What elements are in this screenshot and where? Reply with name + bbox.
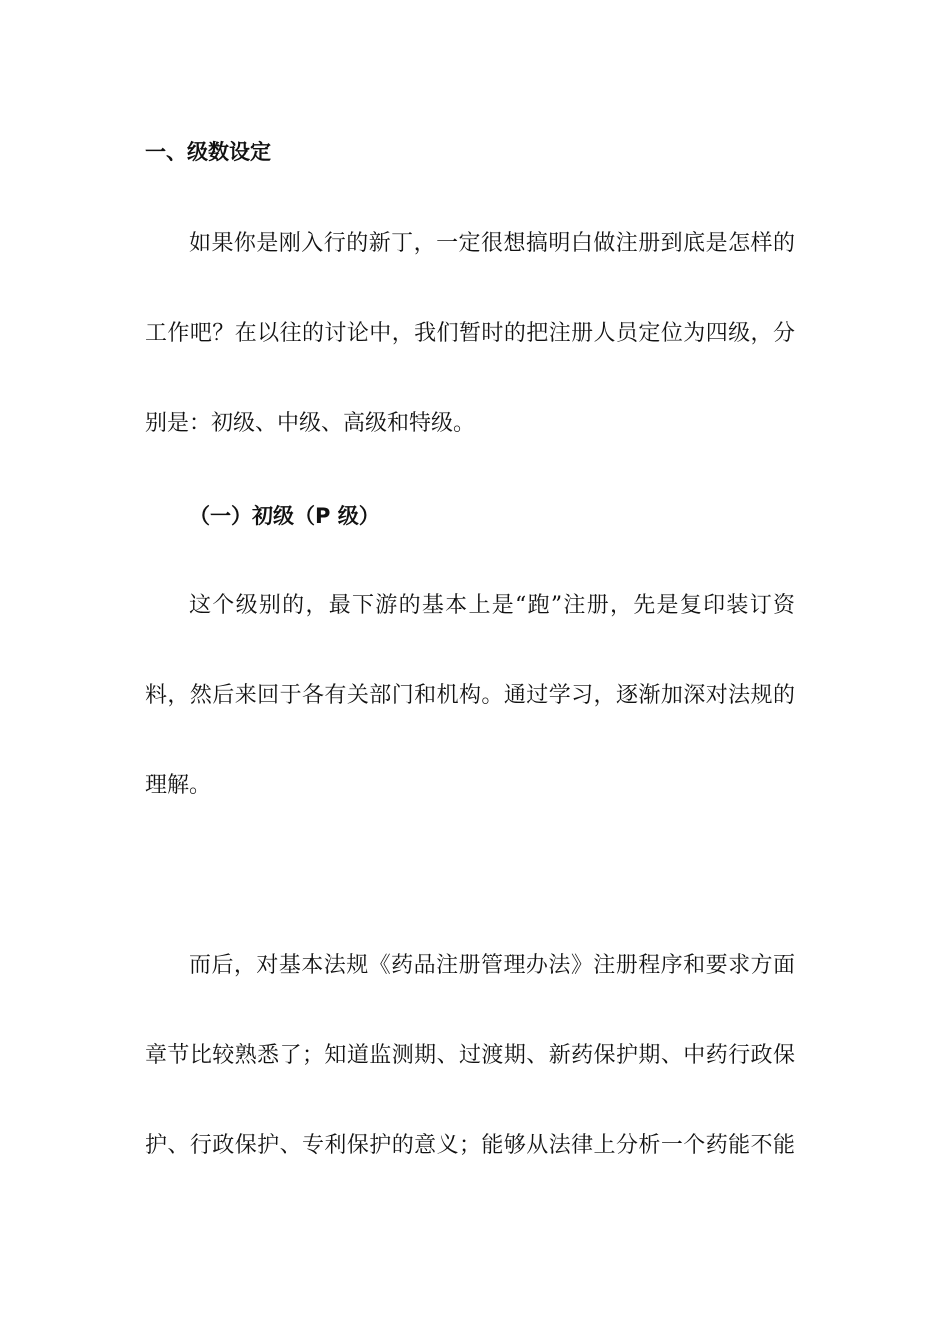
paragraph-3-line-1: 而后，对基本法规《药品注册管理办法》注册程序和要求方面 [189, 953, 795, 978]
subheading-level-p: （一）初级（P 级） [189, 504, 380, 528]
paragraph-1-line-1: 如果你是刚入行的新丁，一定很想搞明白做注册到底是怎样的 [189, 231, 795, 256]
paragraph-2-line-1: 这个级别的，最下游的基本上是“跑”注册，先是复印装订资 [189, 593, 795, 618]
paragraph-3-line-2: 章节比较熟悉了；知道监测期、过渡期、新药保护期、中药行政保 [145, 1043, 795, 1068]
section-heading: 一、级数设定 [145, 140, 271, 164]
paragraph-3-line-3: 护、行政保护、专利保护的意义；能够从法律上分析一个药能不能 [145, 1133, 795, 1158]
paragraph-1-line-2: 工作吧？在以往的讨论中，我们暂时的把注册人员定位为四级，分 [145, 321, 795, 346]
paragraph-1-line-3: 别是：初级、中级、高级和特级。 [145, 411, 476, 436]
paragraph-2-line-3: 理解。 [145, 773, 212, 798]
paragraph-2-line-2: 料，然后来回于各有关部门和机构。通过学习，逐渐加深对法规的 [145, 683, 795, 708]
